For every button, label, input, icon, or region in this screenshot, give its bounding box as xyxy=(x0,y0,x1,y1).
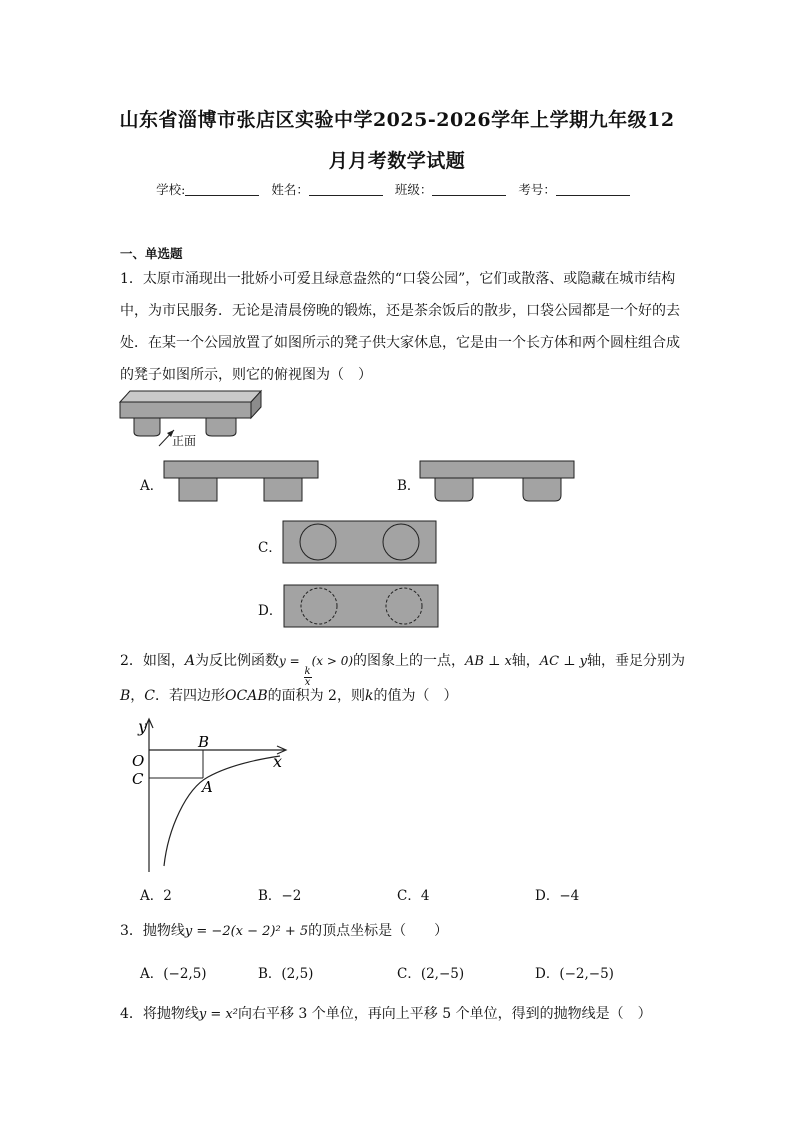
q2-line1 xyxy=(120,650,685,688)
q2-text-7: 的面积为 2，则 xyxy=(267,688,365,704)
q3-line xyxy=(120,920,448,940)
q2-ac-perp: AC ⊥ y xyxy=(539,654,587,669)
q3-option-b: B．(2,5) xyxy=(258,966,314,982)
q2-text-4: 轴， xyxy=(511,653,540,669)
q3-text-2: 的顶点坐标是（ ） xyxy=(308,923,449,939)
q2-quadrilateral: OCAB xyxy=(225,688,268,704)
q2-text-3: 的图象上的一点， xyxy=(353,653,466,669)
class-label: 班级： xyxy=(394,182,433,197)
q1-option-c-figure xyxy=(282,520,438,564)
q1-option-b-label: B． xyxy=(397,478,421,494)
name-label: 姓名： xyxy=(271,182,309,197)
q4-text-2: 向右平移 3 个单位，再向上平移 5 个单位，得到的抛物线是（ ） xyxy=(237,1006,652,1022)
name-blank[interactable] xyxy=(309,183,383,196)
id-blank[interactable] xyxy=(556,183,630,196)
q2-option-d: D．−4 xyxy=(535,888,580,904)
front-view-label: 正面 xyxy=(172,434,197,448)
q2-point-a: A xyxy=(184,653,196,669)
q2-func-cond: (x > 0) xyxy=(311,654,354,668)
id-label: 考号： xyxy=(518,182,556,197)
student-info-row xyxy=(0,180,794,198)
q3-option-c: C．(2,−5) xyxy=(397,966,465,982)
q2-ab-perp: AB ⊥ x xyxy=(465,654,512,669)
q1-line3: 处．在某一个公园放置了如图所示的凳子供大家休息，它是由一个长方体和两个圆柱组合成 xyxy=(120,335,680,351)
graph-label-a: A xyxy=(202,778,213,796)
q1-option-d-figure xyxy=(283,584,441,628)
q2-text-1: 2．如图， xyxy=(120,653,185,669)
q3-expression: y = −2(x − 2)² + 5 xyxy=(184,924,309,939)
q2-text-5: 轴，垂足分别为 xyxy=(586,653,685,669)
graph-label-c: C xyxy=(132,770,144,788)
q1-option-a-figure xyxy=(163,460,319,504)
q1-option-a-label: A． xyxy=(140,478,164,494)
q4-text-1: 4．将抛物线 xyxy=(120,1006,199,1022)
q2-point-c: C xyxy=(144,688,156,704)
q3-option-d: D．(−2,−5) xyxy=(535,966,614,982)
q2-option-a: A．2 xyxy=(140,888,172,904)
graph-label-o: O xyxy=(132,752,145,770)
graph-label-b: B xyxy=(198,733,210,751)
q2-graph xyxy=(128,714,292,874)
q1-option-c-label: C． xyxy=(258,540,282,556)
class-blank[interactable] xyxy=(432,183,506,196)
q2-fraction-num: k xyxy=(304,666,311,677)
q2-k: k xyxy=(364,688,374,704)
section-heading: 一、单选题 xyxy=(120,246,183,261)
q2-text-6: ．若四边形 xyxy=(155,688,226,704)
q3-option-a: A．(−2,5) xyxy=(140,966,207,982)
page-title-line1: 山东省淄博市张店区实验中学2025-2026学年上学期九年级12 xyxy=(119,109,675,131)
q1-line2: 中，为市民服务．无论是清晨傍晚的锻炼，还是茶余饭后的散步，口袋公园都是一个好的去 xyxy=(120,303,680,319)
q2-text-2: 为反比例函数 xyxy=(195,653,280,669)
school-blank[interactable] xyxy=(185,183,259,196)
q2-func-y: y xyxy=(279,654,286,668)
q4-line xyxy=(120,1003,652,1023)
q2-text-8: 的值为（ ） xyxy=(373,688,458,704)
q3-text-1: 3．抛物线 xyxy=(120,923,185,939)
graph-label-x: x xyxy=(273,752,283,771)
q2-point-b: B xyxy=(120,688,131,704)
q1-option-b-figure xyxy=(419,460,577,504)
q2-option-b: B．−2 xyxy=(258,888,302,904)
page-title-line2: 月月考数学试题 xyxy=(328,150,466,172)
q1-option-d-label: D． xyxy=(258,603,283,619)
q4-expression: y = x² xyxy=(198,1007,238,1022)
q1-line4: 的凳子如图所示，则它的俯视图为（ ） xyxy=(120,367,372,383)
q2-separator: ， xyxy=(130,688,145,704)
q2-func-eq: = xyxy=(285,654,304,668)
q1-line1: 1．太原市涌现出一批娇小可爱且绿意盎然的“口袋公园”，它们或散落、或隐藏在城市结构 xyxy=(120,271,676,287)
school-label: 学校: xyxy=(156,182,186,197)
graph-label-y: y xyxy=(138,717,148,736)
q2-fraction-den: x xyxy=(304,677,311,688)
q2-option-c: C．4 xyxy=(397,888,430,904)
q2-line2 xyxy=(120,685,457,705)
